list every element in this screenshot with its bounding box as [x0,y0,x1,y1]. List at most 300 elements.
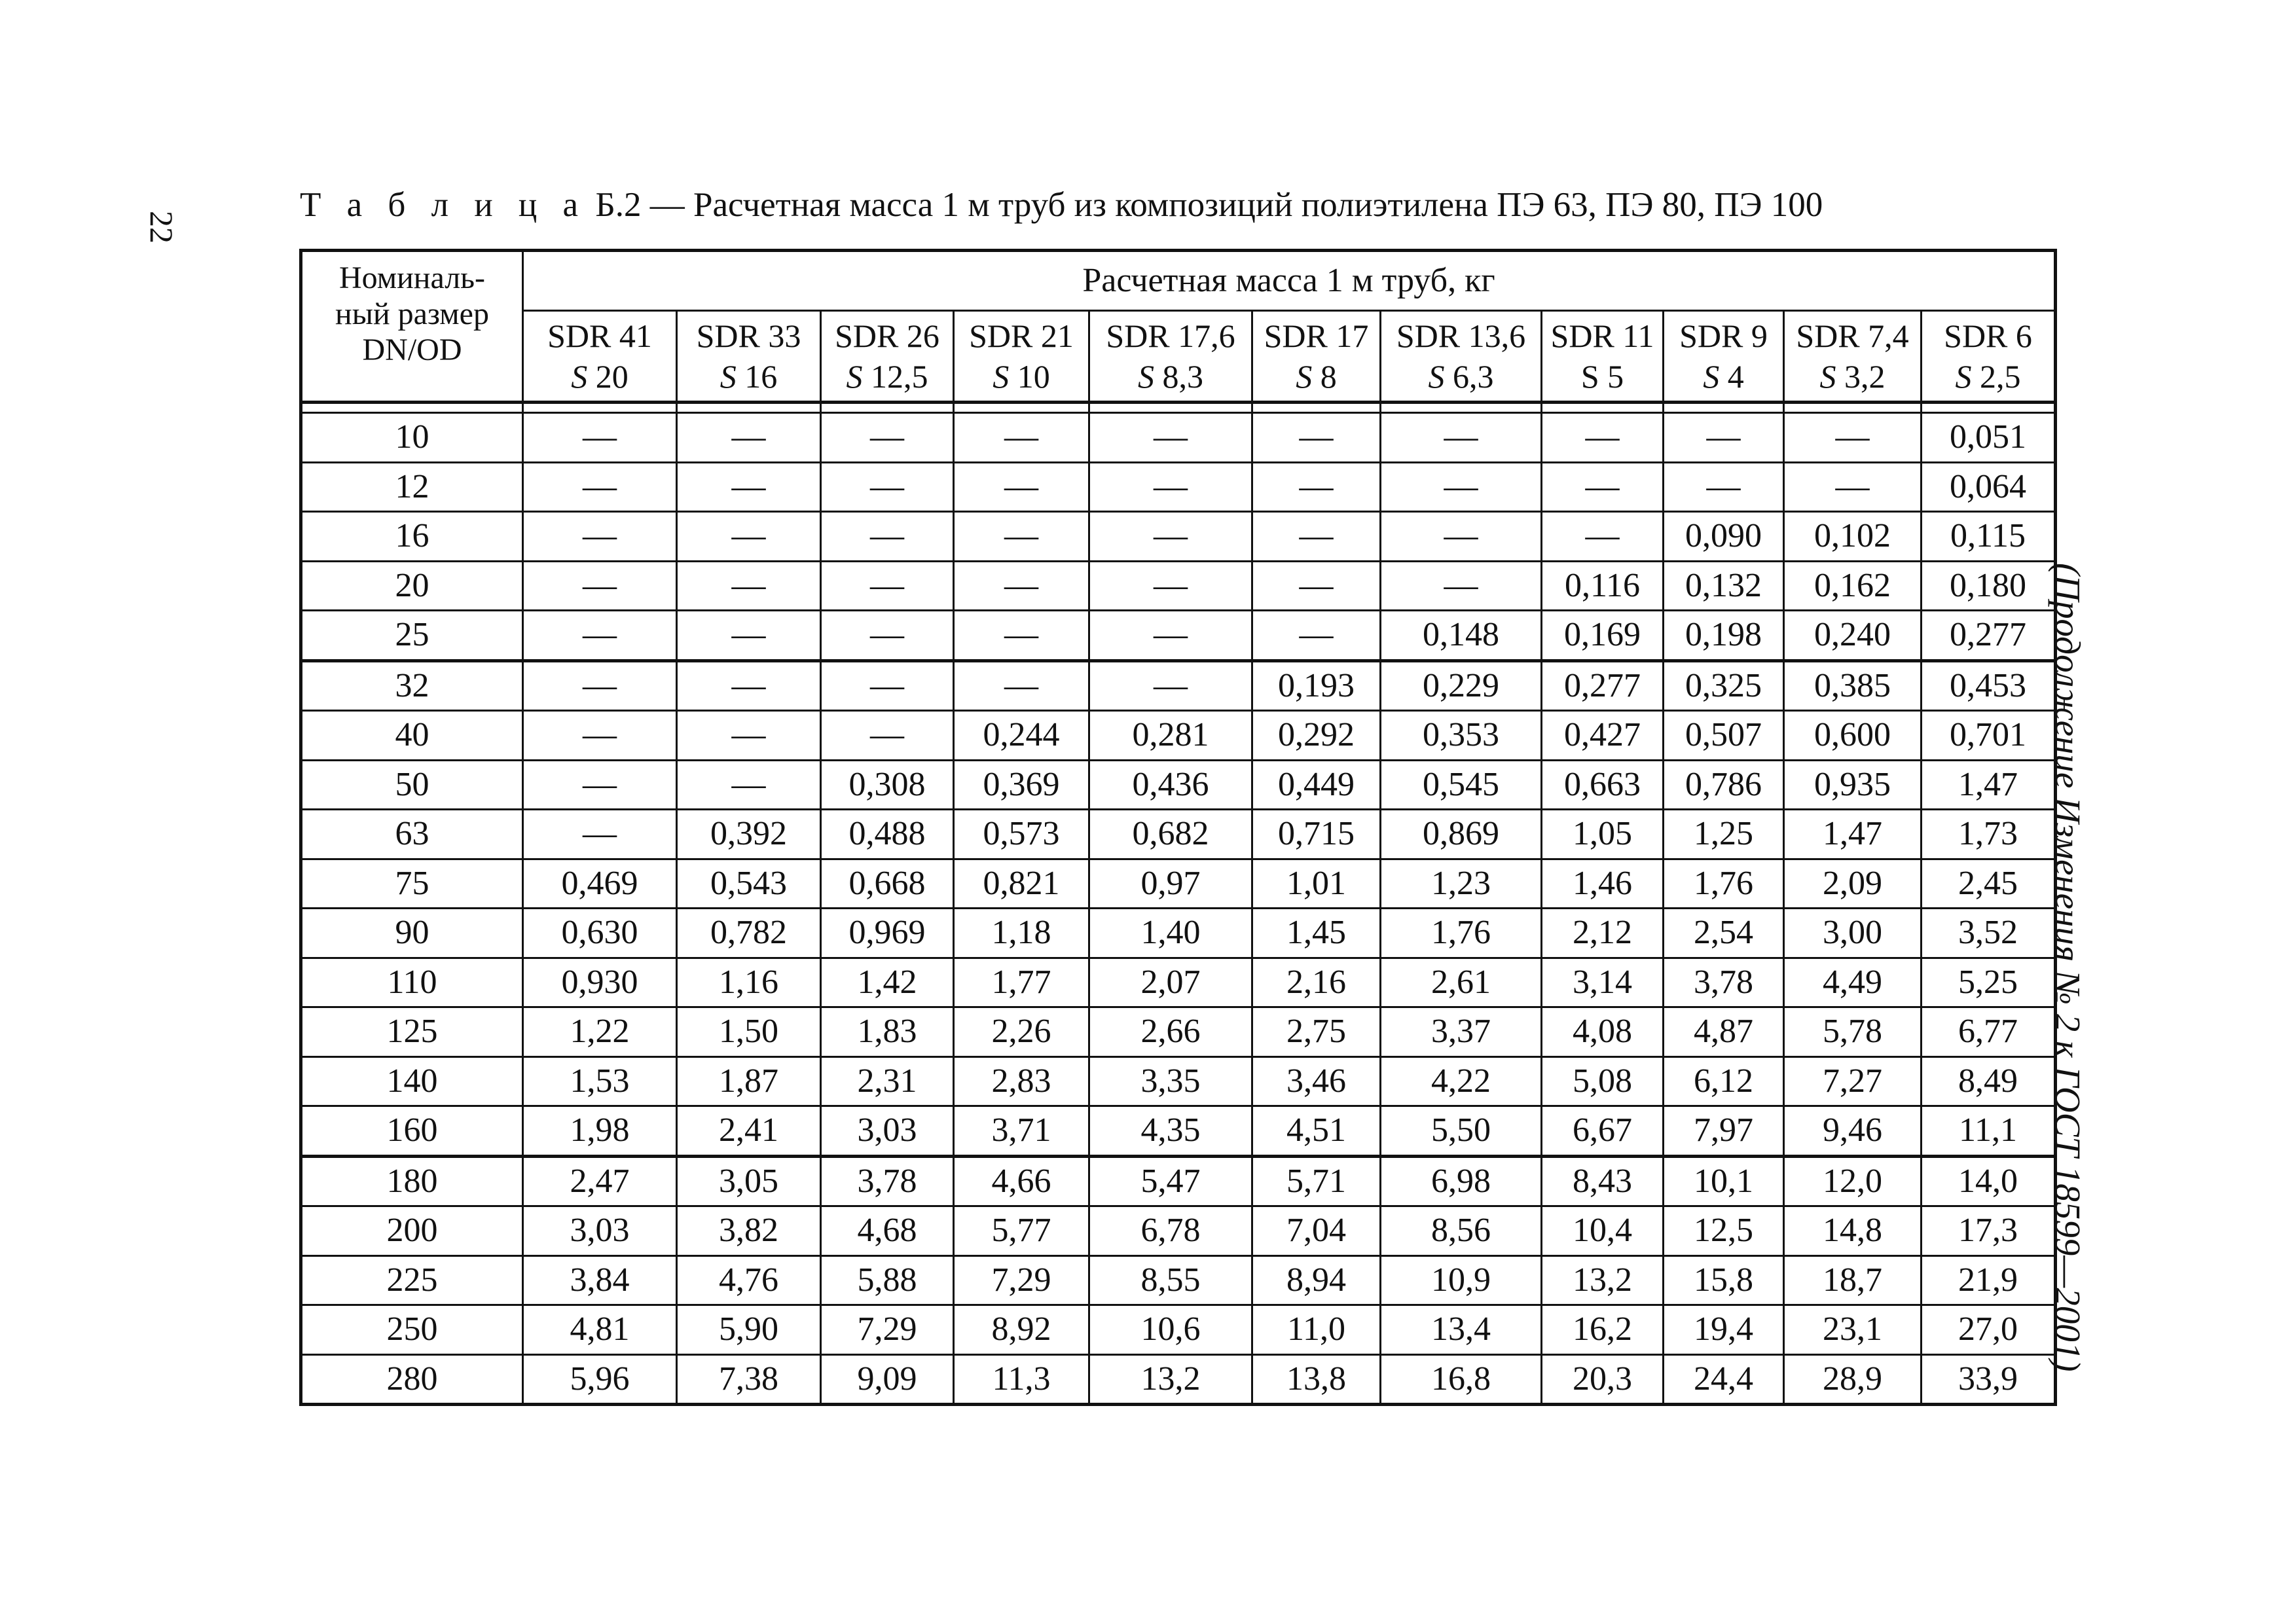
mass-cell: 1,18 [954,909,1089,958]
mass-cell: 8,94 [1252,1255,1381,1305]
mass-cell: 4,81 [523,1305,677,1355]
mass-cell: 0,507 [1664,711,1784,761]
mass-cell: 6,78 [1089,1206,1252,1256]
mass-cell: 1,16 [677,958,821,1007]
mass-cell: — [677,561,821,611]
sdr-column-header [1381,311,1542,403]
mass-cell: 5,77 [954,1206,1089,1256]
mass-cell: 1,87 [677,1056,821,1106]
sdr-column-header [1252,311,1381,403]
mass-cell: 0,488 [821,810,954,859]
mass-cell: — [523,810,677,859]
mass-cell: — [954,561,1089,611]
mass-cell: — [1542,413,1664,463]
mass-cell: — [523,660,677,711]
mass-cell: — [1252,462,1381,512]
mass-cell: 1,47 [1784,810,1922,859]
mass-cell: 0,545 [1381,760,1542,810]
mass-cell: 15,8 [1664,1255,1784,1305]
table-row [301,760,2056,810]
mass-cell: 6,12 [1664,1056,1784,1106]
sdr-column-header [1784,311,1922,403]
mass-cell: 0,148 [1381,611,1542,661]
mass-cell: 23,1 [1784,1305,1922,1355]
mass-cell: 10,9 [1381,1255,1542,1305]
mass-cell: 8,43 [1542,1156,1664,1206]
s-value: 16 [744,358,778,395]
s-value: 20 [595,358,629,395]
nominal-size-cell: 20 [301,561,523,611]
sdr-column-header [954,311,1089,403]
table-row [301,611,2056,661]
s-series-label [1785,356,1920,397]
mass-cell: 0,193 [1252,660,1381,711]
mass-cell: — [677,711,821,761]
mass-cell: — [1381,561,1542,611]
sdr-label: SDR 17,6 [1106,317,1235,354]
mass-cell: 6,67 [1542,1106,1664,1157]
mass-cell: 4,51 [1252,1106,1381,1157]
mass-cell: — [821,611,954,661]
mass-cell: — [1089,660,1252,711]
mass-cell: 8,55 [1089,1255,1252,1305]
mass-cell: — [523,611,677,661]
table-row [301,1305,2056,1355]
mass-cell: 0,198 [1664,611,1784,661]
table-row [301,1354,2056,1405]
table-row [301,1156,2056,1206]
s-prefix: S [571,358,588,395]
mass-cell: 11,0 [1252,1305,1381,1355]
nominal-size-cell: 32 [301,660,523,711]
mass-cell: 1,23 [1381,859,1542,909]
mass-cell: 2,41 [677,1106,821,1157]
mass-cell: 0,543 [677,859,821,909]
mass-cell: — [1089,611,1252,661]
mass-cell: — [954,413,1089,463]
nominal-size-cell: 50 [301,760,523,810]
mass-cell: — [1381,462,1542,512]
corner-header [301,251,523,403]
mass-cell: — [1381,512,1542,562]
sdr-label: SDR 9 [1679,317,1768,354]
mass-cell: — [677,611,821,661]
table-row [301,413,2056,463]
mass-cell: 3,84 [523,1255,677,1305]
sdr-label: SDR 13,6 [1396,317,1526,354]
mass-cell: 2,31 [821,1056,954,1106]
table-caption [300,185,1823,226]
mass-cell: 14,8 [1784,1206,1922,1256]
s-prefix: S [1428,358,1445,395]
mass-cell: 0,240 [1784,611,1922,661]
group-header: Расчетная масса 1 м труб, кг [523,251,2056,311]
mass-cell: — [1381,413,1542,463]
mass-cell: 12,0 [1784,1156,1922,1206]
nominal-size-cell: 180 [301,1156,523,1206]
mass-cell: 0,821 [954,859,1089,909]
sdr-label: SDR 41 [547,317,652,354]
sdr-label: SDR 7,4 [1796,317,1909,354]
mass-cell: 2,09 [1784,859,1922,909]
mass-cell: — [677,512,821,562]
mass-cell: 0,162 [1784,561,1922,611]
mass-cell: 0,169 [1542,611,1664,661]
mass-cell: 1,50 [677,1007,821,1057]
mass-cell: 7,29 [821,1305,954,1355]
mass-cell: 5,88 [821,1255,954,1305]
mass-cell: — [1089,413,1252,463]
mass-cell: — [1542,512,1664,562]
mass-cell: 0,453 [1922,660,2056,711]
mass-cell: — [821,512,954,562]
sdr-column-header [1664,311,1784,403]
s-series-label [955,356,1088,397]
sdr-label: SDR 21 [969,317,1074,354]
mass-cell: — [523,760,677,810]
s-value: 12,5 [871,358,928,395]
mass-cell: 13,4 [1381,1305,1542,1355]
mass-cell: 0,277 [1542,660,1664,711]
s-value: 8 [1320,358,1337,395]
sdr-column-header [1922,311,2056,403]
mass-cell: 1,53 [523,1056,677,1106]
mass-cell: 20,3 [1542,1354,1664,1405]
s-value: 4 [1727,358,1744,395]
mass-cell: 13,8 [1252,1354,1381,1405]
mass-cell: 1,42 [821,958,954,1007]
mass-cell: — [1664,413,1784,463]
mass-cell: 1,76 [1381,909,1542,958]
side-note: (Продолжение Изменения № 2 к ГОСТ 18599—2001) [2048,563,2088,1372]
mass-cell: 4,08 [1542,1007,1664,1057]
table-row [301,1106,2056,1157]
mass-cell: 1,45 [1252,909,1381,958]
mass-cell: 0,630 [523,909,677,958]
mass-cell: 3,03 [821,1106,954,1157]
mass-cell: 4,22 [1381,1056,1542,1106]
mass-cell: 0,436 [1089,760,1252,810]
mass-cell: 10,6 [1089,1305,1252,1355]
s-series-label [1381,356,1540,397]
mass-cell: 5,96 [523,1354,677,1405]
mass-cell: 0,325 [1664,660,1784,711]
mass-cell: 0,064 [1922,462,2056,512]
mass-cell: 21,9 [1922,1255,2056,1305]
s-prefix: S [1138,358,1154,395]
mass-cell: 3,52 [1922,909,2056,958]
table-row [301,1007,2056,1057]
nominal-size-cell: 110 [301,958,523,1007]
mass-cell: — [523,561,677,611]
mass-cell: 2,07 [1089,958,1252,1007]
mass-cell: 4,35 [1089,1106,1252,1157]
mass-cell: 0,701 [1922,711,2056,761]
mass-cell: 1,22 [523,1007,677,1057]
mass-cell: 5,78 [1784,1007,1922,1057]
mass-cell: 0,97 [1089,859,1252,909]
nominal-size-cell: 200 [301,1206,523,1256]
mass-cell: 6,98 [1381,1156,1542,1206]
mass-cell: 8,49 [1922,1056,2056,1106]
mass-cell: 0,663 [1542,760,1664,810]
mass-cell: 0,782 [677,909,821,958]
mass-cell: 11,3 [954,1354,1089,1405]
corner-header-line: ный размер [335,297,489,332]
mass-cell: 10,1 [1664,1156,1784,1206]
table-row [301,660,2056,711]
mass-cell: — [821,660,954,711]
mass-cell: 19,4 [1664,1305,1784,1355]
nominal-size-cell: 225 [301,1255,523,1305]
nominal-size-cell: 125 [301,1007,523,1057]
nominal-size-cell: 75 [301,859,523,909]
mass-cell: 7,27 [1784,1056,1922,1106]
s-prefix: S [1703,358,1720,395]
table-row [301,1206,2056,1256]
mass-cell: 0,244 [954,711,1089,761]
mass-cell: 5,47 [1089,1156,1252,1206]
s-series-label [1922,356,2054,397]
table-caption-text: Б.2 — Расчетная масса 1 м труб из композиций полиэтилена ПЭ 63, ПЭ 80, ПЭ 100 [595,186,1823,224]
mass-cell: 2,75 [1252,1007,1381,1057]
mass-cell: 13,2 [1542,1255,1664,1305]
mass-cell: 1,98 [523,1106,677,1157]
mass-cell: 5,90 [677,1305,821,1355]
mass-cell: 0,930 [523,958,677,1007]
mass-cell: 1,76 [1664,859,1784,909]
mass-cell: 3,46 [1252,1056,1381,1106]
mass-cell: 18,7 [1784,1255,1922,1305]
mass-cell: 13,2 [1089,1354,1252,1405]
sdr-column-header [677,311,821,403]
mass-cell: 0,600 [1784,711,1922,761]
mass-cell: 17,3 [1922,1206,2056,1256]
mass-cell: 2,45 [1922,859,2056,909]
table-row [301,1255,2056,1305]
mass-cell: 0,180 [1922,561,2056,611]
mass-cell: 1,77 [954,958,1089,1007]
mass-cell: 4,68 [821,1206,954,1256]
mass-cell: 3,78 [1664,958,1784,1007]
mass-cell: — [677,760,821,810]
table-caption-label: Т а б л и ц а [300,186,587,224]
mass-cell: 10,4 [1542,1206,1664,1256]
mass-cell: 4,66 [954,1156,1089,1206]
mass-cell: 0,668 [821,859,954,909]
table-row [301,561,2056,611]
mass-cell: 0,786 [1664,760,1784,810]
page-number: 22 [143,211,180,244]
mass-cell: — [954,660,1089,711]
mass-cell: — [523,462,677,512]
mass-cell: 0,090 [1664,512,1784,562]
mass-cell: — [954,462,1089,512]
mass-cell: 28,9 [1784,1354,1922,1405]
mass-cell: 0,116 [1542,561,1664,611]
mass-cell: 0,132 [1664,561,1784,611]
pipe-mass-table [299,249,2057,1406]
mass-cell: 16,8 [1381,1354,1542,1405]
mass-cell: 0,715 [1252,810,1381,859]
table-row [301,462,2056,512]
mass-cell: — [677,660,821,711]
s-prefix: S [720,358,737,395]
mass-cell: 0,292 [1252,711,1381,761]
nominal-size-cell: 16 [301,512,523,562]
s-value: 6,3 [1453,358,1494,395]
mass-cell: 24,4 [1664,1354,1784,1405]
mass-cell: — [1252,413,1381,463]
mass-cell: 14,0 [1922,1156,2056,1206]
mass-cell: 5,71 [1252,1156,1381,1206]
mass-cell: — [677,462,821,512]
mass-cell: 3,03 [523,1206,677,1256]
mass-cell: 3,82 [677,1206,821,1256]
table-row [301,909,2056,958]
table-row [301,512,2056,562]
mass-cell: — [1089,561,1252,611]
nominal-size-cell: 90 [301,909,523,958]
sdr-column-header [821,311,954,403]
mass-cell: 5,25 [1922,958,2056,1007]
mass-cell: 12,5 [1664,1206,1784,1256]
sdr-label: SDR 17 [1264,317,1369,354]
mass-cell: 16,2 [1542,1305,1664,1355]
mass-cell: 4,76 [677,1255,821,1305]
mass-cell: 0,869 [1381,810,1542,859]
nominal-size-cell: 63 [301,810,523,859]
mass-cell: 0,682 [1089,810,1252,859]
mass-cell: 2,16 [1252,958,1381,1007]
nominal-size-cell: 40 [301,711,523,761]
nominal-size-cell: 250 [301,1305,523,1355]
sdr-label: SDR 33 [696,317,801,354]
mass-cell: 2,47 [523,1156,677,1206]
mass-cell: 0,229 [1381,660,1542,711]
sdr-label: SDR 26 [835,317,939,354]
s-prefix: S [993,358,1010,395]
mass-cell: 6,77 [1922,1007,2056,1057]
mass-cell: 9,46 [1784,1106,1922,1157]
mass-cell: 0,102 [1784,512,1922,562]
nominal-size-cell: 280 [301,1354,523,1405]
s-value: 3,2 [1844,358,1886,395]
s-series-label [1253,356,1379,397]
mass-cell: 2,54 [1664,909,1784,958]
mass-cell: 0,392 [677,810,821,859]
mass-cell: 1,46 [1542,859,1664,909]
sdr-column-header [1089,311,1252,403]
table-row [301,1056,2056,1106]
sdr-column-header [523,311,677,403]
mass-cell: — [1252,611,1381,661]
mass-cell: — [1784,462,1922,512]
s-series-label [1542,356,1662,397]
mass-cell: — [821,561,954,611]
sdr-label: SDR 11 [1550,317,1654,354]
mass-cell: — [821,711,954,761]
mass-cell: — [1252,512,1381,562]
mass-cell: 0,277 [1922,611,2056,661]
nominal-size-cell: 140 [301,1056,523,1106]
mass-cell: 0,281 [1089,711,1252,761]
mass-cell: 2,12 [1542,909,1664,958]
mass-cell: 0,385 [1784,660,1922,711]
corner-header-line: Номиналь- [338,261,486,295]
s-value: 2,5 [1980,358,2021,395]
table-row [301,859,2056,909]
table-row [301,958,2056,1007]
nominal-size-cell: 25 [301,611,523,661]
table-row [301,810,2056,859]
mass-cell: 3,14 [1542,958,1664,1007]
mass-cell: 0,573 [954,810,1089,859]
mass-cell: 1,01 [1252,859,1381,909]
mass-cell: 9,09 [821,1354,954,1405]
mass-cell: 3,78 [821,1156,954,1206]
mass-cell: 7,97 [1664,1106,1784,1157]
mass-cell: 4,87 [1664,1007,1784,1057]
mass-cell: 27,0 [1922,1305,2056,1355]
mass-cell: — [523,711,677,761]
nominal-size-cell: 10 [301,413,523,463]
mass-cell: 0,369 [954,760,1089,810]
mass-cell: 3,35 [1089,1056,1252,1106]
mass-cell: 2,61 [1381,958,1542,1007]
mass-cell: 0,935 [1784,760,1922,810]
mass-cell: 3,71 [954,1106,1089,1157]
s-prefix: S [1819,358,1836,395]
s-prefix: S [1580,358,1599,395]
mass-cell: 1,05 [1542,810,1664,859]
mass-cell: — [821,413,954,463]
s-series-label [1664,356,1783,397]
s-value: 10 [1017,358,1050,395]
mass-cell: 33,9 [1922,1354,2056,1405]
mass-cell: 2,83 [954,1056,1089,1106]
mass-cell: 0,353 [1381,711,1542,761]
mass-cell: 7,38 [677,1354,821,1405]
corner-header-line: DN/OD [362,333,462,368]
s-series-label [1090,356,1251,397]
mass-cell: — [954,611,1089,661]
mass-cell: — [1784,413,1922,463]
mass-cell: 8,56 [1381,1206,1542,1256]
mass-cell: 7,29 [954,1255,1089,1305]
mass-cell: 4,49 [1784,958,1922,1007]
mass-cell: 0,449 [1252,760,1381,810]
mass-cell: — [523,512,677,562]
mass-cell: 8,92 [954,1305,1089,1355]
mass-cell: 7,04 [1252,1206,1381,1256]
mass-cell: 0,308 [821,760,954,810]
mass-cell: 0,427 [1542,711,1664,761]
mass-cell: 1,47 [1922,760,2056,810]
nominal-size-cell: 12 [301,462,523,512]
sdr-label: SDR 6 [1944,317,2032,354]
s-prefix: S [1955,358,1972,395]
mass-cell: — [821,462,954,512]
mass-cell: — [1664,462,1784,512]
mass-cell: — [1252,561,1381,611]
mass-cell: 5,08 [1542,1056,1664,1106]
mass-cell: 2,26 [954,1007,1089,1057]
s-prefix: S [1296,358,1313,395]
mass-cell: 1,25 [1664,810,1784,859]
nominal-size-cell: 160 [301,1106,523,1157]
mass-cell: — [1542,462,1664,512]
